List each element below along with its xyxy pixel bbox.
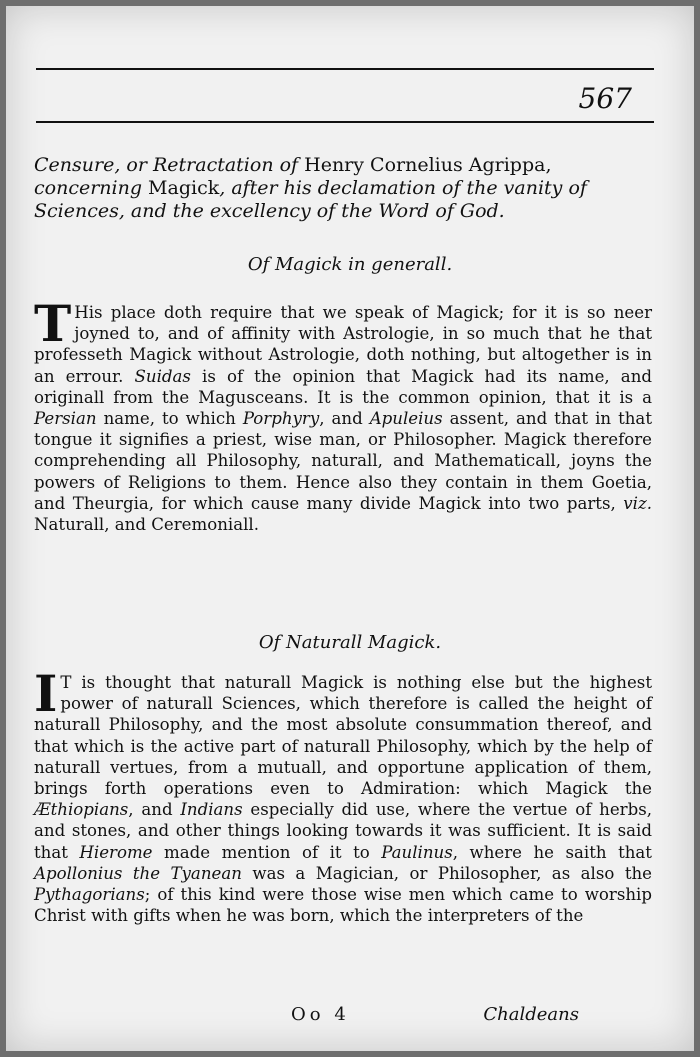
- header-rule: [36, 121, 654, 123]
- page-footer: [6, 1004, 694, 1028]
- section-heading-magick-generall: Of Magick in generall.: [247, 254, 453, 275]
- signature-mark: Oo 4: [291, 1004, 350, 1025]
- section-heading-naturall-magick: Of Naturall Magick.: [258, 632, 442, 653]
- page-number: 567: [578, 82, 632, 115]
- chapter-title: Censure, or Retractation of Henry Cornelius Agrippa, concerning Magick, after his declamation of the vanity of Sciences, and the excellency of the Word of God.: [34, 154, 587, 222]
- paragraph-naturall-magick: I T is thought that naturall Magick is nothing else but the highest power of naturall Sciences, which therefore is called the height of naturall Philosophy, and the most absolute consummation thereof, and that which is the active part of naturall Philosophy, which by the help of naturall vertues, from a mutuall, and opportune application of them, brings forth operations even to Admiration: which Magick the Æthiopians, and Indians especially did use, where the vertue of herbs, and stones, and other things looking towards it was sufficient. It is said that Hierome made mention of it to Paulinus, where he saith that Apollonius the Tyanean was a Magician, or Philosopher, as also the Pythagorians; of this kind were those wise men which came to worship Christ with gifts when he was born, which the interpreters of the: [34, 664, 652, 926]
- drop-cap: T: [34, 294, 72, 353]
- book-page: [6, 6, 694, 1051]
- paragraph-magick-generall: T His place doth require that we speak of Magick; for it is so neer joyned to, and of affinity with Astrologie, in so much that he that professeth Magick without Astrologie, doth nothing, but altogether is in an errour. Suidas is of the opinion that Magick had its name, and originall from the Magusceans. It is the common opinion, that it is a Persian name, to which Porphyry, and Apuleius assent, and that in that tongue it signifies a priest, wise man, or Philosopher. Magick therefore comprehending all Philosophy, naturall, and Mathematicall, joyns the powers of Religions to them. Hence also they contain in them Goetia, and Theurgia, for which cause many divide Magick into two parts, viz. Naturall, and Ceremoniall.: [34, 294, 653, 535]
- drop-cap: I: [34, 664, 58, 723]
- catchword: Chaldeans: [483, 1004, 579, 1025]
- top-rule: [36, 68, 654, 70]
